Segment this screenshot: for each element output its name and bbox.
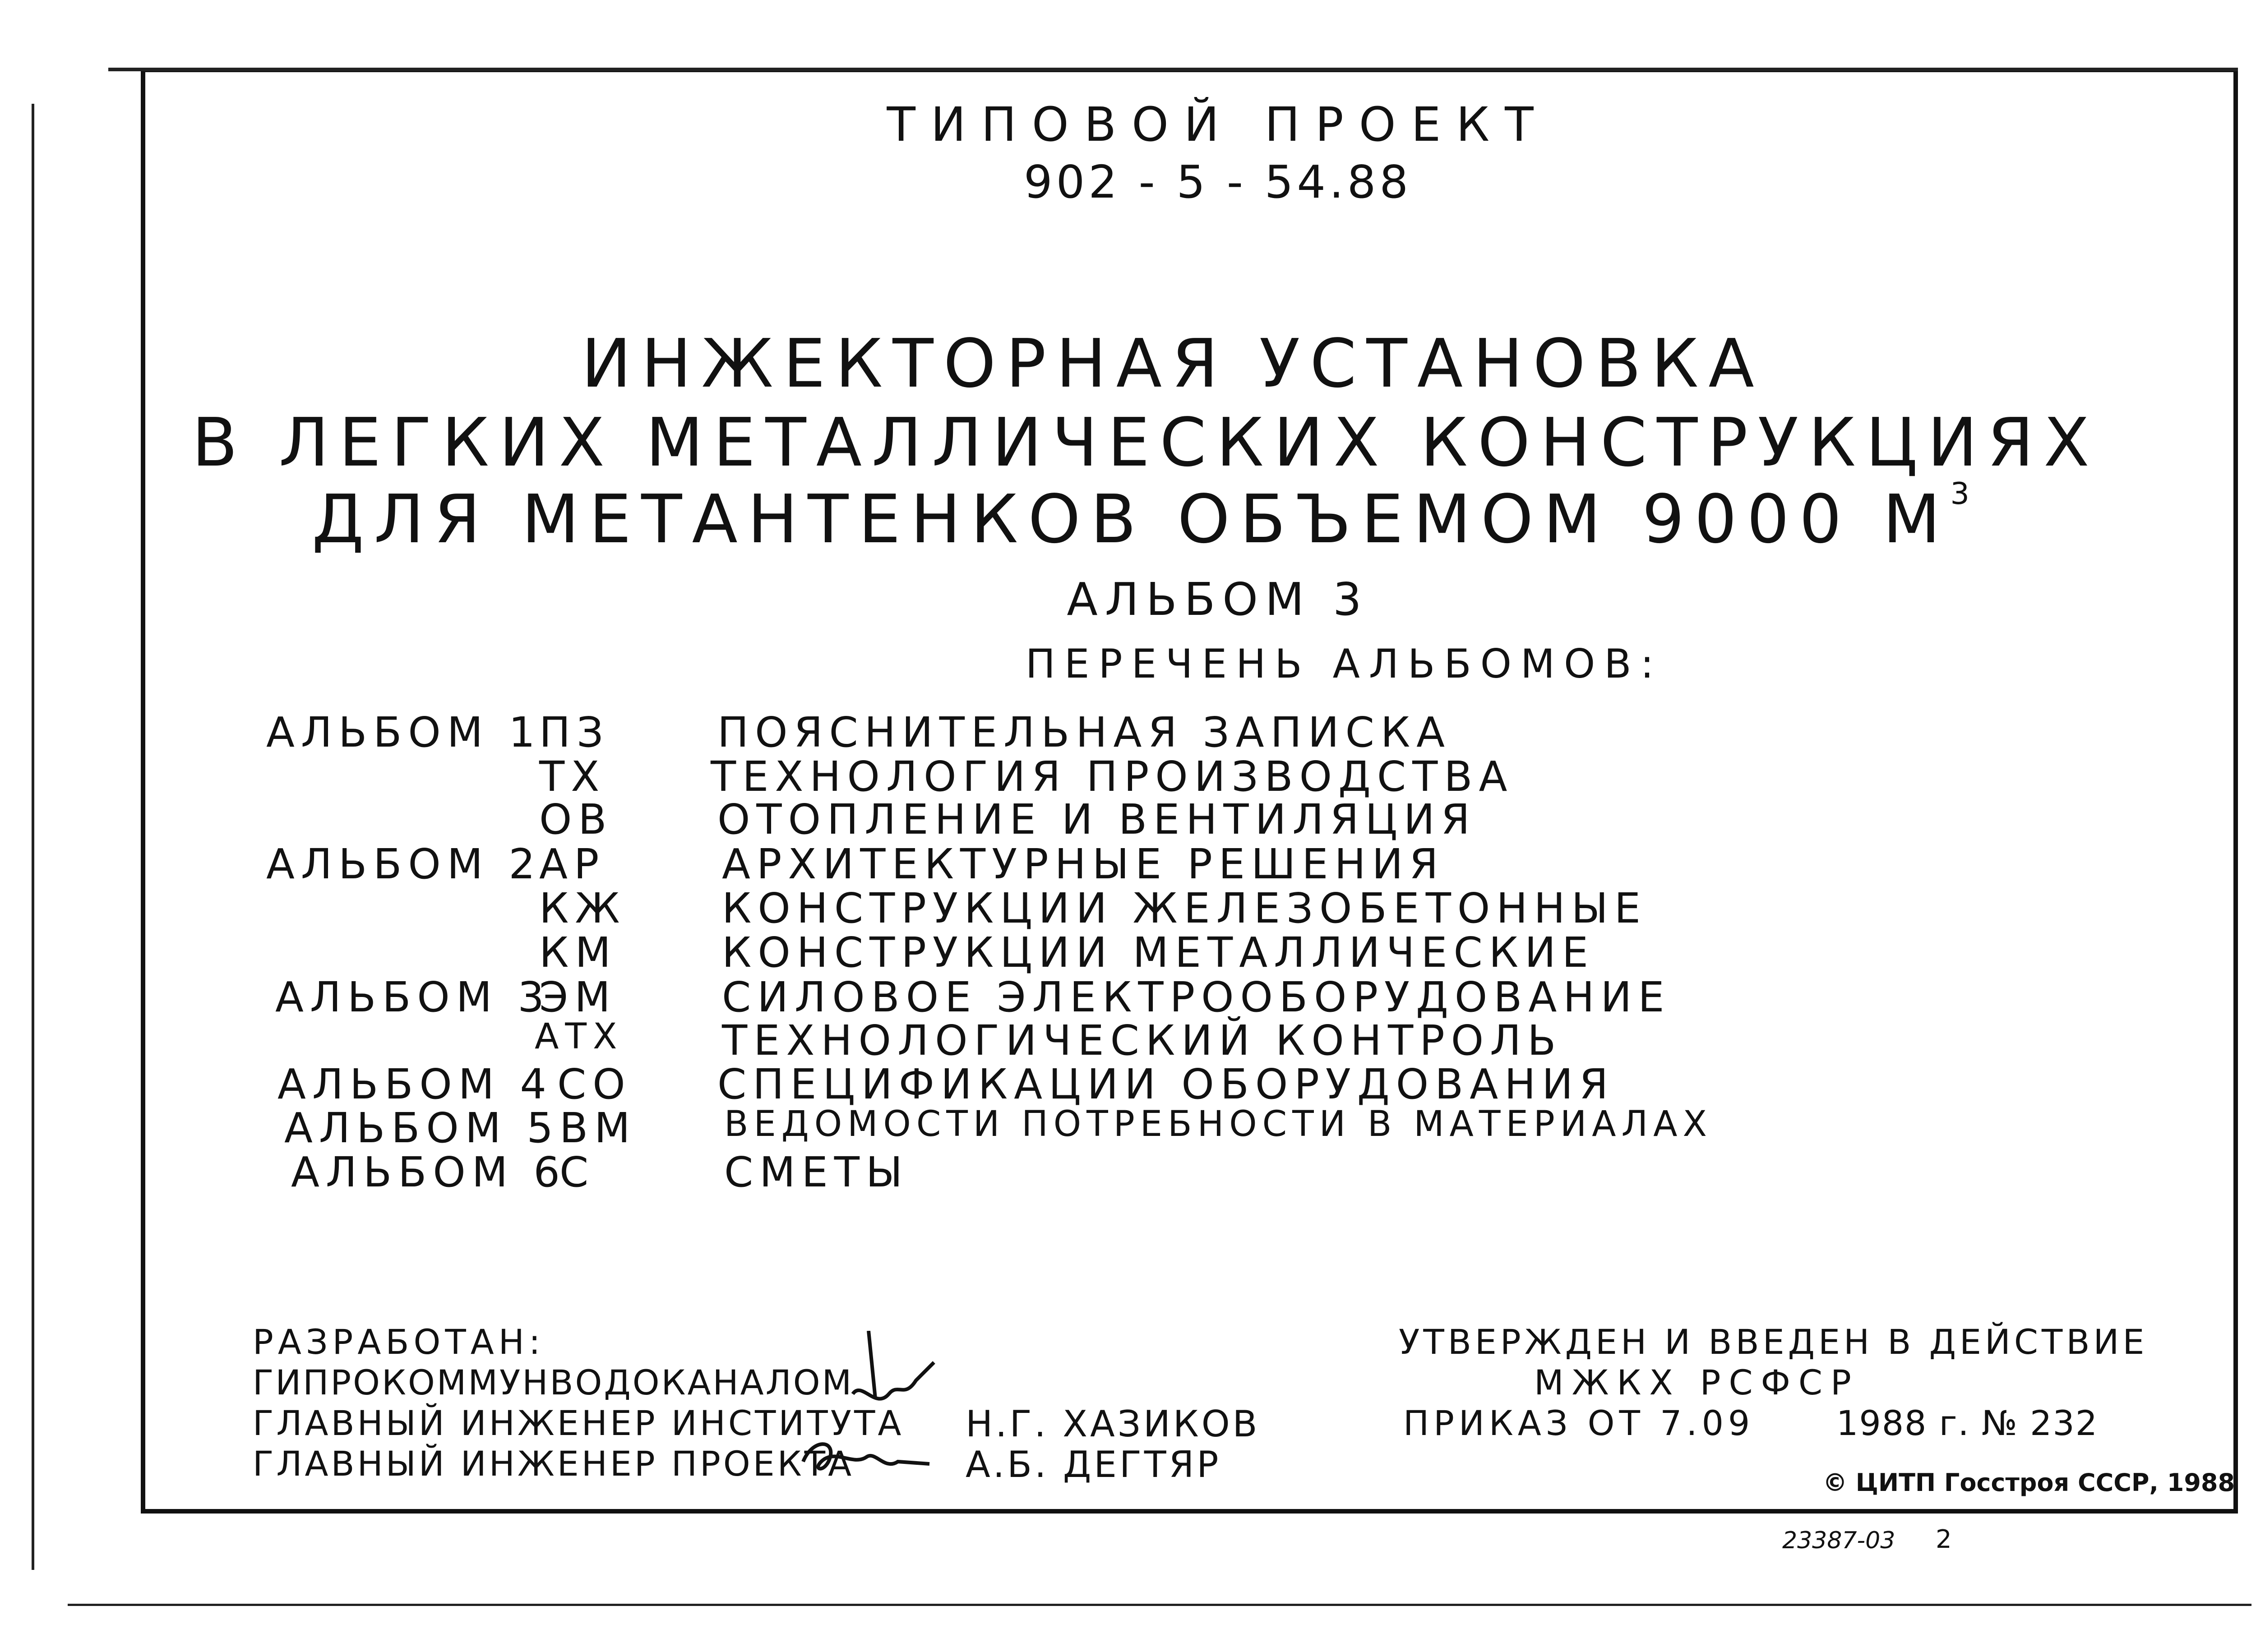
title-superscript: 3: [1950, 476, 1979, 511]
album-section-name: ПОЯСНИТЕЛЬНАЯ ЗАПИСКА: [717, 708, 1452, 757]
title-line-3: [0, 476, 2256, 558]
album-label: АЛЬБОМ 3: [1067, 573, 1369, 626]
album-section-name: ВЕДОМОСТИ ПОТРЕБНОСТИ В МАТЕРИАЛАХ: [724, 1104, 1712, 1144]
top-edge-line: [108, 68, 2238, 71]
album-section-name: АРХИТЕКТУРНЫЕ РЕШЕНИЯ: [722, 840, 1445, 888]
album-code: С: [559, 1148, 595, 1196]
chief-engineer-project-role: ГЛАВНЫЙ ИНЖЕНЕР ПРОЕКТА: [253, 1444, 855, 1484]
album-number: АЛЬБОМ 1: [266, 708, 541, 757]
album-code: ЭМ: [539, 973, 617, 1021]
album-code: КЖ: [539, 884, 626, 932]
album-code: ТХ: [539, 752, 606, 801]
chief-engineer-institute-role: ГЛАВНЫЙ ИНЖЕНЕР ИНСТИТУТА: [253, 1403, 904, 1443]
title-line-1: ИНЖЕКТОРНАЯ УСТАНОВКА: [581, 325, 1764, 402]
developed-label: РАЗРАБОТАН:: [253, 1322, 545, 1362]
album-section-name: ТЕХНОЛОГИЯ ПРОИЗВОДСТВА: [711, 752, 1514, 801]
signature-1: [826, 1331, 943, 1435]
album-section-name: СИЛОВОЕ ЭЛЕКТРООБОРУДОВАНИЕ: [722, 973, 1671, 1021]
album-code: ОВ: [539, 795, 613, 844]
album-code: КМ: [539, 928, 617, 977]
chief-engineer-project-name: А.Б. ДЕГТЯР: [966, 1444, 1221, 1486]
signature-2: [794, 1430, 957, 1484]
copyright-notice: © ЦИТП Госстроя СССР, 1988: [1823, 1468, 2235, 1497]
left-edge-line: [32, 104, 34, 1570]
album-code: АР: [539, 840, 606, 888]
project-number: 902 - 5 - 54.88: [1023, 156, 1412, 208]
album-section-name: КОНСТРУКЦИИ ЖЕЛЕЗОБЕТОННЫЕ: [722, 884, 1647, 932]
bottom-edge-line: [68, 1604, 2251, 1606]
album-code: СО: [557, 1060, 632, 1108]
album-code: ПЗ: [539, 708, 610, 757]
approval-authority: МЖКХ РСФСР: [1534, 1362, 1859, 1403]
developer-organization: ГИПРОКОММУНВОДОКАНАЛОМ: [253, 1362, 854, 1403]
title-line-2: В ЛЕГКИХ МЕТАЛЛИЧЕСКИХ КОНСТРУКЦИЯХ: [192, 404, 2099, 481]
album-section-name: СПЕЦИФИКАЦИИ ОБОРУДОВАНИЯ: [717, 1060, 1615, 1108]
album-number: АЛЬБОМ 6: [291, 1148, 566, 1196]
album-number: АЛЬБОМ 4: [277, 1060, 553, 1108]
sheet-number: 2: [1936, 1525, 1952, 1554]
album-section-name: КОНСТРУКЦИИ МЕТАЛЛИЧЕСКИЕ: [722, 928, 1595, 977]
album-number: АЛЬБОМ 5: [284, 1104, 559, 1152]
list-heading: ПЕРЕЧЕНЬ АЛЬБОМОВ:: [1025, 641, 1663, 687]
approval-order: ПРИКАЗ ОТ 7.09: [1403, 1403, 1755, 1443]
album-section-name: ОТОПЛЕНИЕ И ВЕНТИЛЯЦИЯ: [717, 795, 1476, 844]
stamp-number: 23387-03: [1782, 1527, 1895, 1554]
album-section-name: СМЕТЫ: [724, 1148, 909, 1196]
album-code: АТХ: [535, 1016, 624, 1057]
album-number: АЛЬБОМ 2: [266, 840, 541, 888]
approval-statement: УТВЕРЖДЕН И ВВЕДЕН В ДЕЙСТВИЕ: [1399, 1322, 2148, 1362]
album-number: АЛЬБОМ 3: [275, 973, 550, 1021]
project-type-label: ТИПОВОЙ ПРОЕКТ: [887, 97, 1549, 152]
title-line-3-text: ДЛЯ МЕТАНТЕНКОВ ОБЪЕМОМ 9000 М: [312, 480, 1951, 558]
album-code: ВМ: [559, 1104, 637, 1152]
chief-engineer-institute-name: Н.Г. ХАЗИКОВ: [966, 1403, 1260, 1445]
album-section-name: ТЕХНОЛОГИЧЕСКИЙ КОНТРОЛЬ: [722, 1016, 1563, 1065]
approval-order-number: 1988 г. № 232: [1836, 1403, 2099, 1443]
